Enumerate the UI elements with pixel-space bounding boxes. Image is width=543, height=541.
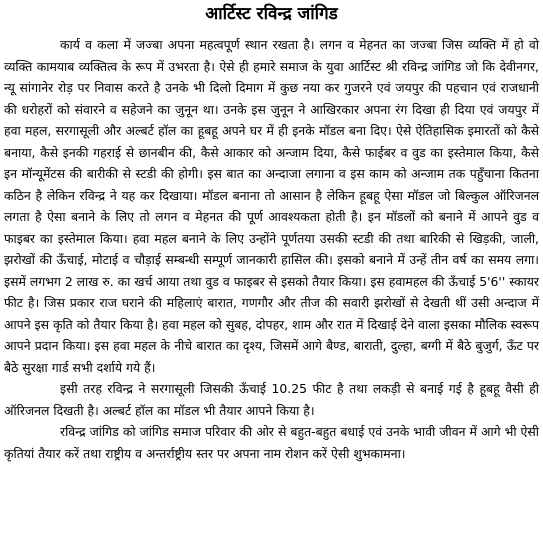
- article-title: आर्टिस्ट रविन्द्र जांगिड: [205, 4, 338, 24]
- paragraph-3: रविन्द्र जांगिड को जांगिड समाज परिवार की ओर से बहुत-बहुत बधाई एवं उनके भावी जीवन में आगे भी ऐसी कृतियां तैयार करें तथा राष्ट्रीय व अन्तर्राष्ट्रीय स्तर पर अपना नाम रोशन करें ऐसी शुभकामना।: [4, 424, 539, 461]
- article-body: [4, 34, 539, 464]
- paragraph-1: कार्य व कला में जज्बा अपना महत्वपूर्ण स्थान रखता है। लगन व मेहनत का जज्बा जिस व्यक्ति में हो वो व्यक्ति कामयाब व्यक्तित्व के रूप में उभरता है। ऐसे ही हमारे समाज के युवा आर्टिस्ट श्री रविन्द्र जांगिड जो कि देवीनगर, न्यू सांगानेर रोड़ पर निवास करते है उनके भी दिलो दिमाग में कुछ नया कर गुजरने एवं जयपुर की पहचान एवं राजधानी की धरोहरों को संवारने व सहेजने का जुनून था। उनके इस जुनून ने आखिरकार अपना रंग दिखा ही दिया एवं जयपुर में हवा महल, सरगासूली और अल्बर्ट हॉल का हूबहू अपने घर में ही इनके मॉडल बना दिए। ऐसे ऐतिहासिक इमारतों को कैसे बनाया, कैसे इनकी गहराई से छानबीन की, कैसे आकार को अन्जाम दिया, कैसे फाईबर व वुड का इस्तेमाल किया, कैसे इन मॉन्यूमेंटस की बारीकी से स्टडी की होगी। इस बात का अन्दाजा लगाना व इस काम को अन्जाम तक पहुँचाना कितना कठिन है लेकिन रविन्द्र ने यह कर दिखाया। मॉडल बनाना तो आसान है लेकिन हूबहू ऐसा मॉडल जो बिल्कुल ऑरिजनल लगता है ऐसा बनाने के लिए तो लगन व मेहनत की पूर्ण आवश्यकता होती है। इन मॉडलों को बनाने में आपने वुड व फाइबर का इस्तेमाल किया। हवा महल बनाने के लिए उन्होंने पूर्णतया उसकी स्टडी की तथा बारिकी से खिड़की, जाली, झरोखों की ऊँचाई, मोटाई व चौड़ाई सम्बन्धी सम्पूर्ण जानकारी हासिल की। इसको बनाने में उन्हें तीन वर्ष का समय लगा। इसमें लगभग 2 लाख रु. का खर्च आया तथा वुड व फाइबर से इसको तैयार किया। इस हवामहल की ऊँचाई 5'6'' स्कायर फीट है। जिस प्रकार राज घराने की महिलाएं बारात, गणगौर और तीज की सवारी झरोखों से देखती थीं उसी अन्दाज में आपने इस कृति को तैयार किया है। हवा महल को सुबह, दोपहर, शाम और रात में दिखाई देने वाला इसका मौलिक स्वरूप आपने प्रदान किया। इस हवा महल के नीचे बारात का दृश्य, जिसमें आगे बैण्ड, बाराती, दुल्हा, बग्गी में बैठे बुजुर्ग, ऊँट पर बैठे सुरक्षा गार्ड सभी दर्शाये गये हैं।: [4, 37, 540, 375]
- paragraph-2: इसी तरह रविन्द्र ने सरगासूली जिसकी ऊँचाई 10.25 फीट है तथा लकड़ी से बनाई गई है हूबहू वैसी ही ऑरिजनल दिखती है। अल्बर्ट हॉल का मॉडल भी तैयार आपने किया है।: [4, 381, 539, 418]
